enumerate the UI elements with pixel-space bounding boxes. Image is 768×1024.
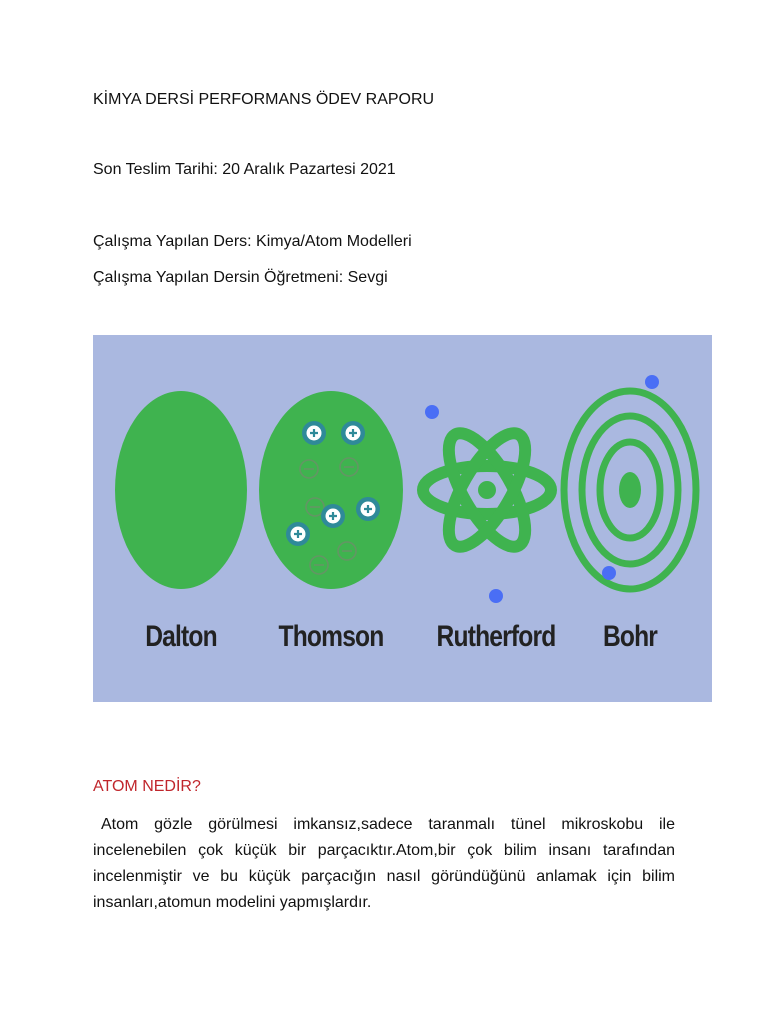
bohr-electron xyxy=(645,375,659,389)
teacher-line: Çalışma Yapılan Dersin Öğretmeni: Sevgi xyxy=(93,269,388,286)
rutherford-electron xyxy=(425,405,439,419)
body-paragraph: Atom gözle görülmesi imkansız,sadece taranmalı tünel mikroskobu ile incelenebilen çok küçük bir parçacıktır.Atom,bir çok bilim insanı tarafından incelenmiştir ve bu küçük parçacığın nasıl göründüğünü anlamak için bilim insanları,atomun modelini yapmışlardır. xyxy=(93,816,675,911)
model-label-dalton: Dalton xyxy=(145,620,217,653)
atom-models-figure xyxy=(93,335,712,702)
thomson-model xyxy=(259,391,403,589)
rutherford-nucleus xyxy=(478,481,496,499)
model-label-thomson: Thomson xyxy=(278,620,384,653)
dalton-sphere xyxy=(115,391,247,589)
deadline-line: Son Teslim Tarihi: 20 Aralık Pazartesi 2021 xyxy=(93,161,396,178)
course-line: Çalışma Yapılan Ders: Kimya/Atom Modelleri xyxy=(93,233,412,250)
bohr-electron xyxy=(602,566,616,580)
document-title: KİMYA DERSİ PERFORMANS ÖDEV RAPORU xyxy=(93,91,435,108)
thomson-sphere xyxy=(259,391,403,589)
model-label-bohr: Bohr xyxy=(602,620,658,653)
bohr-nucleus xyxy=(619,472,641,508)
section-heading: ATOM NEDİR? xyxy=(93,778,201,795)
model-label-rutherford: Rutherford xyxy=(436,620,556,653)
rutherford-electron xyxy=(489,589,503,603)
